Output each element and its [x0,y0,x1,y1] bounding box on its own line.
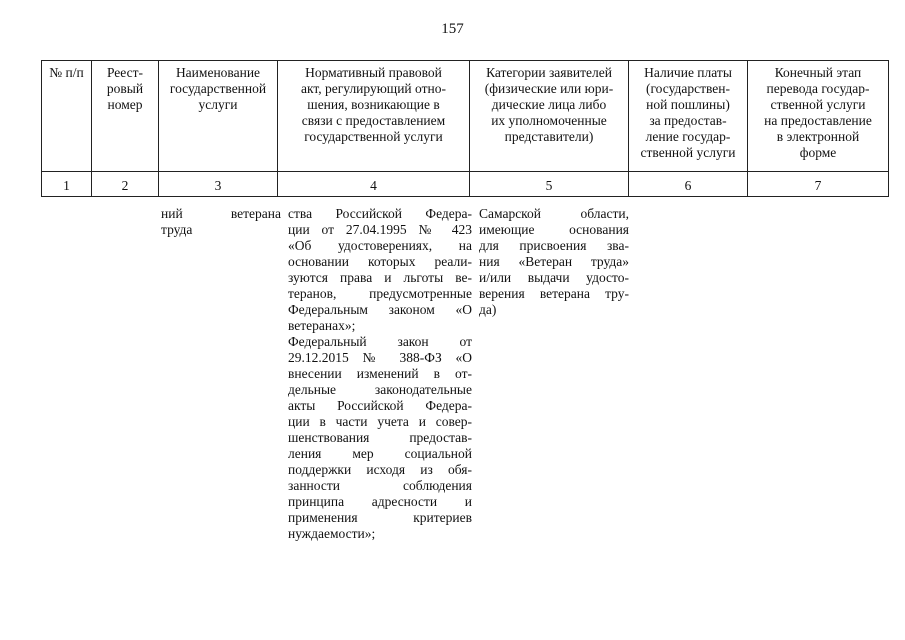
text-line: зуются права и льготы ве- [288,270,472,285]
column-number-cell: 3 [159,172,278,197]
continuation-service-name [161,206,281,238]
header-line: перевода государ- [766,81,870,96]
header-line: услуги [198,97,238,112]
header-row [42,61,889,172]
text-line: применения критериев [288,510,472,525]
header-line: ровый [106,81,144,96]
header-line: Конечный этап [774,65,862,80]
text-line: ства Российской Федера- [288,206,472,221]
header-line: Категории заявителей [486,65,612,80]
text-line: имеющие основания [479,222,629,237]
text-line: теранов, предусмотренные [288,286,472,301]
text-line: Самарской области, [479,206,629,221]
text-line: дельные законодательные [288,382,472,397]
header-cell-applicant-categories [470,61,629,172]
text-line: Федеральный закон от [288,334,472,349]
header-line: номер [107,97,143,112]
text-line: и/или выдачи удосто- [479,270,629,285]
header-cell-service-name [159,61,278,172]
header-line: шения, возникающие в [307,97,440,112]
text-line: ции от 27.04.1995 № 423 [288,222,472,237]
text-line: нуждаемости»; [288,526,376,541]
header-line: в электронной [776,129,860,144]
page-number: 157 [441,21,464,37]
text-line: основании которых реали- [288,254,472,269]
header-line: связи с предоставлением [301,113,446,128]
header-line: ной пошлины) [646,97,730,112]
header-line: (государствен- [645,81,730,96]
column-number-cell: 4 [278,172,470,197]
column-number-cell: 7 [748,172,889,197]
text-line: верения ветерана тру- [479,286,629,301]
header-cell-fee [629,61,748,172]
text-line: да) [479,302,497,317]
header-line: Реест- [106,65,144,80]
continuation-applicant-categories [479,206,629,318]
header-line: ственной услуги [640,145,736,160]
header-cell-final-stage [748,61,889,172]
column-number-cell: 6 [629,172,748,197]
text-line: для присвоения зва- [479,238,629,253]
services-table-header [41,60,889,197]
text-line: 29.12.2015 № 388-ФЗ «О [288,350,472,365]
text-line: труда [161,222,193,237]
header-line: государственной [169,81,267,96]
text-line: внесении изменений в от- [288,366,472,381]
text-line: «Об удостоверениях, на [288,238,472,253]
header-line: (физические или юри- [484,81,614,96]
header-line: Наименование [175,65,261,80]
header-line: ление государ- [645,129,731,144]
header-line: за предостав- [649,113,727,128]
text-line: Федеральным законом «О [288,302,472,317]
header-line: ственной услуги [770,97,866,112]
header-line: Нормативный правовой [305,65,442,80]
text-line: шенствования предостав- [288,430,472,445]
text-line: поддержки исходя из обя- [288,462,472,477]
text-line: ления мер социальной [288,446,472,461]
text-line: принципа адресности и [288,494,472,509]
text-line: ветеранах»; [288,318,356,333]
continuation-legal-act [288,206,472,542]
column-number-row [42,172,889,197]
header-line: дические лица либо [491,97,607,112]
header-cell-number [42,61,92,172]
text-line: занности соблюдения [288,478,472,493]
column-number-cell: 2 [92,172,159,197]
header-line: форме [799,145,837,160]
header-line: представители) [504,129,594,144]
header-line: их уполномоченные [491,113,607,128]
text-line: ния «Ветеран труда» [479,254,629,269]
header-line: акт, регулирующий отно- [301,81,446,96]
text-line: ции в части учета и совер- [288,414,472,429]
header-line: на предоставление [764,113,872,128]
header-cell-legal-act [278,61,470,172]
column-number-cell: 1 [42,172,92,197]
header-line: № п/п [49,65,84,80]
header-line: государственной услуги [304,129,443,144]
text-line: ний ветерана [161,206,281,221]
header-line: Наличие платы [644,65,732,80]
header-cell-registry-number [92,61,159,172]
column-number-cell: 5 [470,172,629,197]
text-line: акты Российской Федера- [288,398,472,413]
